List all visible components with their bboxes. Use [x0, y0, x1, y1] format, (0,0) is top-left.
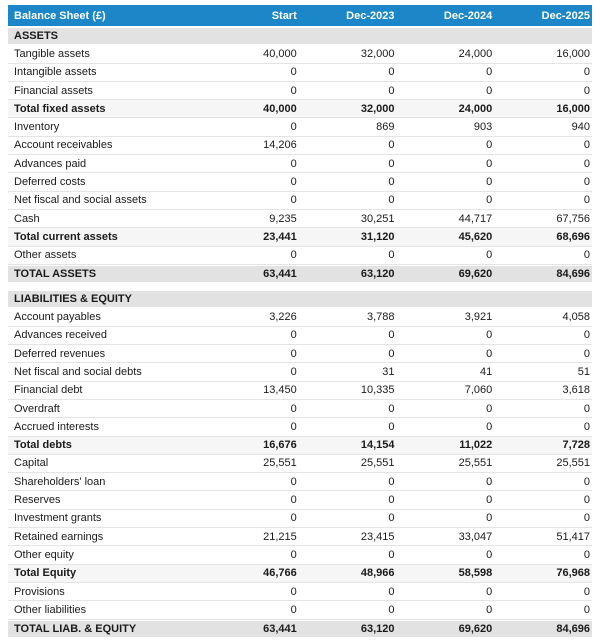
table-row: [8, 247, 592, 265]
cell-value: 25,551: [556, 457, 590, 470]
cell-value: 0: [583, 512, 590, 525]
cell-value: 0: [290, 494, 297, 507]
cell-value: 0: [486, 176, 493, 189]
cell-value: 0: [486, 402, 493, 415]
cell-value: 16,676: [263, 439, 297, 452]
row-label: Net fiscal and social assets: [14, 194, 147, 207]
section-header-label: LIABILITIES & EQUITY: [14, 293, 132, 306]
cell-value: 0: [583, 157, 590, 170]
cell-value: 11,022: [459, 439, 493, 452]
cell-value: 0: [290, 475, 297, 488]
row-label: Investment grants: [14, 512, 102, 525]
cell-value: 0: [583, 548, 590, 561]
cell-value: 0: [583, 84, 590, 97]
table-row: [8, 583, 592, 601]
cell-value: 0: [486, 329, 493, 342]
cell-value: 0: [486, 512, 493, 525]
table-row: [8, 45, 592, 63]
table-row: [8, 455, 592, 473]
row-label: TOTAL LIAB. & EQUITY: [14, 622, 137, 635]
cell-value: 0: [388, 494, 395, 507]
cell-value: 0: [486, 347, 493, 360]
cell-value: 58,598: [458, 567, 493, 580]
cell-value: 0: [486, 548, 493, 561]
row-label: Account receivables: [14, 139, 113, 152]
cell-value: 0: [486, 84, 493, 97]
table-row: [8, 210, 592, 228]
table-row: [8, 173, 592, 191]
row-label: Other assets: [14, 249, 77, 262]
cell-value: 0: [388, 84, 395, 97]
cell-value: 0: [388, 420, 395, 433]
column-header-dec-2023: Dec-2023: [346, 9, 395, 22]
cell-value: 0: [583, 585, 590, 598]
row-label: Other liabilities: [14, 603, 87, 616]
cell-value: 0: [583, 176, 590, 189]
section-header: [8, 27, 592, 45]
cell-value: 0: [583, 402, 590, 415]
table-row: [8, 228, 592, 246]
table-row: [8, 345, 592, 363]
cell-value: 31,120: [360, 230, 395, 243]
cell-value: 0: [583, 66, 590, 79]
cell-value: 32,000: [360, 102, 395, 115]
section-gap: [8, 283, 592, 290]
table-row: [8, 363, 592, 381]
cell-value: 25,551: [458, 457, 493, 470]
row-label: Net fiscal and social debts: [14, 365, 142, 378]
table-row: [8, 137, 592, 155]
cell-value: 7,060: [464, 384, 493, 397]
cell-value: 0: [486, 194, 493, 207]
table-row: [8, 82, 592, 100]
cell-value: 14,154: [360, 439, 395, 452]
table-row: [8, 601, 592, 619]
cell-value: 0: [486, 585, 493, 598]
table-row: [8, 118, 592, 136]
cell-value: 10,335: [360, 384, 395, 397]
cell-value: 0: [583, 249, 590, 262]
cell-value: 0: [388, 475, 395, 488]
cell-value: 0: [388, 66, 395, 79]
cell-value: 0: [290, 603, 297, 616]
cell-value: 14,206: [263, 139, 297, 152]
row-label: Account payables: [14, 311, 101, 324]
cell-value: 84,696: [556, 268, 590, 280]
row-label: Reserves: [14, 494, 61, 507]
cell-value: 0: [290, 329, 297, 342]
cell-value: 0: [486, 157, 493, 170]
cell-value: 68,696: [556, 230, 590, 243]
cell-value: 3,226: [269, 311, 297, 324]
table-row: [8, 510, 592, 528]
cell-value: 0: [290, 249, 297, 262]
row-label: Advances paid: [14, 157, 87, 170]
row-label: Deferred revenues: [14, 347, 106, 360]
table-row: [8, 100, 592, 118]
cell-value: 0: [290, 365, 297, 378]
row-label: Other equity: [14, 548, 74, 561]
cell-value: 23,441: [263, 230, 297, 243]
row-label: Total current assets: [14, 230, 118, 243]
cell-value: 0: [388, 585, 395, 598]
cell-value: 0: [486, 475, 493, 488]
cell-value: 0: [290, 66, 297, 79]
row-label: Advances received: [14, 329, 107, 342]
table-row: [8, 64, 592, 82]
cell-value: 33,047: [458, 530, 493, 543]
table-row: [8, 620, 592, 638]
cell-value: 3,788: [366, 311, 395, 324]
cell-value: 23,415: [360, 530, 395, 543]
table-row: [8, 265, 592, 283]
cell-value: 63,441: [263, 268, 297, 280]
cell-value: 0: [290, 347, 297, 360]
cell-value: 0: [583, 420, 590, 433]
table-row: [8, 400, 592, 418]
cell-value: 0: [388, 603, 395, 616]
cell-value: 0: [388, 402, 395, 415]
cell-value: 7,728: [562, 439, 590, 452]
cell-value: 32,000: [360, 47, 395, 60]
cell-value: 30,251: [360, 212, 395, 225]
cell-value: 0: [583, 475, 590, 488]
cell-value: 3,921: [464, 311, 493, 324]
row-label: Intangible assets: [14, 66, 97, 79]
row-label: Deferred costs: [14, 176, 86, 189]
cell-value: 0: [486, 420, 493, 433]
cell-value: 63,120: [360, 268, 395, 280]
cell-value: 0: [486, 139, 493, 152]
table-row: [8, 192, 592, 210]
section-header: [8, 290, 592, 308]
cell-value: 0: [290, 84, 297, 97]
table-header: [8, 5, 592, 26]
cell-value: 0: [486, 66, 493, 79]
cell-value: 44,717: [458, 212, 493, 225]
table-body: [8, 27, 592, 638]
row-label: Financial assets: [14, 84, 93, 97]
row-label: Capital: [14, 457, 49, 470]
cell-value: 0: [290, 176, 297, 189]
cell-value: 0: [388, 249, 395, 262]
cell-value: 0: [583, 139, 590, 152]
table-row: [8, 155, 592, 173]
cell-value: 0: [290, 585, 297, 598]
row-label: Financial debt: [14, 384, 83, 397]
cell-value: 0: [388, 194, 395, 207]
cell-value: 0: [290, 157, 297, 170]
cell-value: 0: [583, 347, 590, 360]
column-header-dec-2025: Dec-2025: [541, 9, 590, 22]
cell-value: 0: [290, 402, 297, 415]
column-header-dec-2024: Dec-2024: [443, 9, 493, 22]
row-label: Inventory: [14, 121, 60, 134]
balance-sheet-table: [8, 5, 592, 638]
row-label: Total fixed assets: [14, 102, 106, 115]
cell-value: 0: [290, 121, 297, 134]
cell-value: 4,058: [562, 311, 590, 324]
cell-value: 46,766: [263, 567, 297, 580]
row-label: Retained earnings: [14, 530, 104, 543]
table-title: Balance Sheet (£): [14, 9, 106, 22]
cell-value: 0: [583, 194, 590, 207]
cell-value: 63,441: [263, 622, 297, 635]
row-label: Accrued interests: [14, 420, 99, 433]
table-row: [8, 308, 592, 326]
cell-value: 16,000: [556, 47, 590, 60]
cell-value: 0: [388, 157, 395, 170]
cell-value: 40,000: [263, 102, 297, 115]
cell-value: 0: [290, 548, 297, 561]
table-row: [8, 327, 592, 345]
cell-value: 0: [388, 548, 395, 561]
cell-value: 69,620: [458, 622, 493, 635]
column-header-start: Start: [271, 9, 297, 22]
cell-value: 69,620: [458, 268, 493, 280]
cell-value: 63,120: [360, 622, 395, 635]
cell-value: 0: [290, 420, 297, 433]
cell-value: 67,756: [556, 212, 590, 225]
cell-value: 16,000: [556, 102, 590, 115]
table-row: [8, 437, 592, 455]
cell-value: 0: [486, 249, 493, 262]
section-header-label: ASSETS: [14, 30, 59, 43]
cell-value: 21,215: [263, 530, 297, 543]
cell-value: 0: [388, 347, 395, 360]
cell-value: 869: [376, 121, 395, 134]
cell-value: 940: [571, 121, 590, 134]
cell-value: 0: [486, 603, 493, 616]
table-row: [8, 528, 592, 546]
cell-value: 51: [577, 365, 590, 378]
cell-value: 24,000: [458, 47, 493, 60]
row-label: Shareholders' loan: [14, 475, 106, 488]
cell-value: 45,620: [458, 230, 493, 243]
cell-value: 25,551: [360, 457, 395, 470]
row-label: Overdraft: [14, 402, 60, 415]
row-label: Provisions: [14, 585, 65, 598]
cell-value: 84,696: [556, 622, 590, 635]
table-row: [8, 565, 592, 583]
table-row: [8, 473, 592, 491]
cell-value: 25,551: [263, 457, 297, 470]
cell-value: 76,968: [556, 567, 590, 580]
row-label: Cash: [14, 212, 40, 225]
cell-value: 31: [382, 365, 395, 378]
cell-value: 0: [388, 176, 395, 189]
row-label: Total Equity: [14, 567, 77, 580]
cell-value: 3,618: [562, 384, 590, 397]
table-row: [8, 546, 592, 564]
row-label: Total debts: [14, 439, 72, 452]
cell-value: 9,235: [269, 212, 297, 225]
row-label: Tangible assets: [14, 47, 90, 60]
cell-value: 40,000: [263, 47, 297, 60]
cell-value: 51,417: [556, 530, 590, 543]
cell-value: 903: [473, 121, 493, 134]
cell-value: 41: [480, 365, 493, 378]
cell-value: 0: [388, 329, 395, 342]
cell-value: 0: [583, 329, 590, 342]
cell-value: 0: [388, 512, 395, 525]
cell-value: 24,000: [458, 102, 493, 115]
cell-value: 0: [583, 494, 590, 507]
cell-value: 0: [486, 494, 493, 507]
table-row: [8, 382, 592, 400]
cell-value: 13,450: [263, 384, 297, 397]
cell-value: 0: [290, 194, 297, 207]
cell-value: 0: [388, 139, 395, 152]
row-label: TOTAL ASSETS: [14, 268, 97, 280]
cell-value: 48,966: [360, 567, 395, 580]
table-row: [8, 418, 592, 436]
cell-value: 0: [290, 512, 297, 525]
cell-value: 0: [583, 603, 590, 616]
table-row: [8, 491, 592, 509]
